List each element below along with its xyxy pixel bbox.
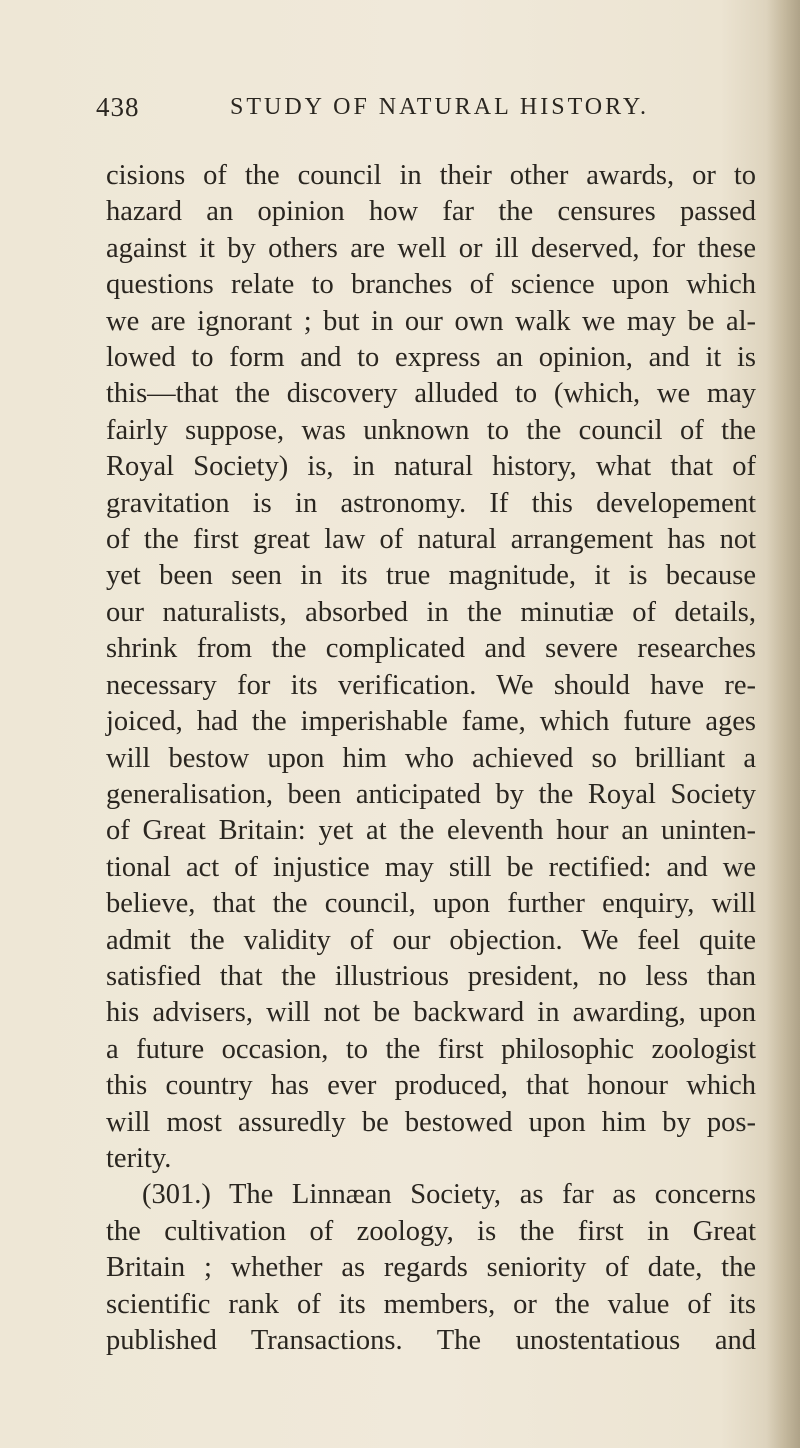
text-line: shrink from the complicated and severe researches xyxy=(106,633,756,665)
page-edge-shadow xyxy=(766,0,800,1448)
text-line: believe, that the council, upon further enquiry, will xyxy=(106,888,756,920)
text-line: cisions of the council in their other awards, or to xyxy=(106,160,756,191)
text-line: hazard an opinion how far the censures passed xyxy=(106,196,756,228)
text-line: Britain ; whether as regards seniority of date, the xyxy=(106,1252,756,1284)
text-line: published Transactions. The unostentatious and xyxy=(106,1325,756,1356)
text-line: Royal Society) is, in natural history, what that of xyxy=(106,451,756,483)
text-line: lowed to form and to express an opinion, and it is xyxy=(106,342,756,374)
page-number: 438 xyxy=(96,92,140,122)
text-line: this—that the discovery alluded to (which, we may xyxy=(106,378,756,410)
text-line: tional act of injustice may still be rectified: and we xyxy=(106,851,756,883)
text-line: this country has ever produced, that honour which xyxy=(106,1070,756,1102)
text-line: satisfied that the illustrious president, no less than xyxy=(106,960,756,992)
text-line-paragraph-end: terity. xyxy=(106,1142,172,1174)
text-line: admit the validity of our objection. We feel quite xyxy=(106,924,756,956)
text-line: scientific rank of its members, or the value of its xyxy=(106,1288,756,1320)
text-line: of Great Britain: yet at the eleventh hour an uninten- xyxy=(106,815,756,847)
text-line: will bestow upon him who achieved so brilliant a xyxy=(106,742,756,774)
text-line: our naturalists, absorbed in the minutiæ of details, xyxy=(106,596,756,628)
text-line: a future occasion, to the first philosophic zoologist xyxy=(106,1033,756,1065)
text-line: the cultivation of zoology, is the first in Great xyxy=(106,1215,756,1247)
text-line: fairly suppose, was unknown to the council of the xyxy=(106,414,756,446)
text-line: against it by others are well or ill deserved, for these xyxy=(106,232,756,264)
text-line: gravitation is in astronomy. If this developement xyxy=(106,487,756,519)
text-line: his advisers, will not be backward in awarding, upon xyxy=(106,997,756,1029)
text-line: questions relate to branches of science upon which xyxy=(106,269,756,301)
text-line-paragraph-start: (301.) The Linnæan Society, as far as concerns xyxy=(142,1179,756,1211)
text-line: necessary for its verification. We should have re- xyxy=(106,669,756,701)
text-line: yet been seen in its true magnitude, it is because xyxy=(106,560,756,592)
text-line: will most assuredly be bestowed upon him by pos- xyxy=(106,1106,756,1138)
text-line: we are ignorant ; but in our own walk we may be al- xyxy=(106,305,756,337)
page-header xyxy=(96,92,756,132)
text-line: joiced, had the imperishable fame, which future ages xyxy=(106,706,756,738)
text-line: generalisation, been anticipated by the Royal Society xyxy=(106,778,756,810)
running-head: STUDY OF NATURAL HISTORY. xyxy=(230,94,650,120)
text-line: of the first great law of natural arrangement has not xyxy=(106,524,756,556)
body-text xyxy=(106,158,756,1359)
